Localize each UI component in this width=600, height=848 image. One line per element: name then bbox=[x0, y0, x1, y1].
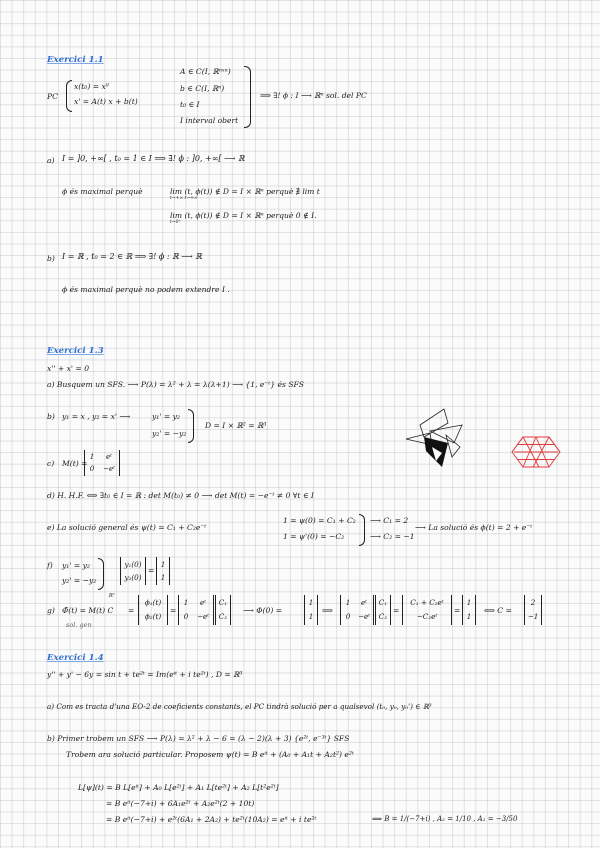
sum-2: −C₂eᵗ bbox=[416, 612, 438, 621]
result-c1: ⟶ C₁ = 2 bbox=[370, 516, 409, 525]
part-a-label: a) bbox=[47, 156, 55, 165]
operator-line-1: L[ψ](t) = B L[eⁱᵗ] + A₀ L[e²ᵗ] + A₁ L[te²ᵗ] + A₂ L[t²e²ᵗ] bbox=[78, 783, 279, 792]
system-b-brace bbox=[188, 409, 194, 443]
domain-1-3: D = I × ℝ² = ℝ³ bbox=[205, 421, 267, 430]
part-d-1-3: d) H. H.F. ⟺ ∃t₀ ∈ I = ℝ : det M(t₀) ≠ 0 ⟶ det M(t) = −e⁻ᵗ ≠ 0 ∀t ∈ I bbox=[47, 491, 314, 500]
equation-1-3: x'' + x' = 0 bbox=[47, 364, 90, 373]
limit-1: lim (t, ϕ(t)) ∉ D = I × ℝⁿ perquè ∄ lim t bbox=[170, 187, 320, 196]
sol-gen-note: sol. gen bbox=[66, 621, 92, 629]
equals-g2: = bbox=[170, 606, 177, 615]
conclusion-1-1: ⟹ ∃! ϕ : I ⟶ ℝⁿ sol. del PC bbox=[260, 91, 367, 100]
implies-g: ⟹ bbox=[322, 606, 333, 615]
limit-2: lim (t, ϕ(t)) ∉ D = I × ℝⁿ perquè 0 ∉ I. bbox=[170, 211, 317, 220]
c-result-2: −1 bbox=[527, 612, 539, 621]
condition-2: b ∈ C(I, ℝⁿ) bbox=[180, 84, 225, 93]
maximal-reason-b: ϕ és maximal perquè no podem extendre I . bbox=[62, 285, 230, 294]
part-c-label: c) bbox=[47, 459, 55, 468]
operator-line-2: = B eⁱᵗ(−7+i) + 6A₁e²ᵗ + A₂e²ᵗ(2 + 10t) bbox=[106, 799, 255, 808]
ones-vector-g bbox=[304, 595, 318, 625]
limit-1-subscript: t→+∞ t→+∞ bbox=[170, 196, 198, 201]
condition-e-2: 1 = ψ'(0) = −C₂ bbox=[283, 532, 345, 541]
m0-matrix bbox=[340, 595, 374, 625]
part-e-general-solution: e) La solució general és ψ(t) = C₁ + C₂e⁻ᵗ bbox=[47, 523, 207, 532]
part-f-label: f) bbox=[47, 561, 53, 570]
g-one-2: 1 bbox=[308, 612, 314, 621]
one-1: 1 bbox=[160, 560, 166, 569]
g2-one-1: 1 bbox=[466, 598, 472, 607]
system-line-1: x(t₀) = x⁰ bbox=[74, 82, 109, 91]
m0-21: 0 bbox=[345, 612, 351, 621]
m12: eᵗ bbox=[105, 452, 113, 461]
c-vector bbox=[215, 595, 231, 625]
m0-11: 1 bbox=[345, 598, 351, 607]
m21: 0 bbox=[89, 464, 95, 473]
initial-y2: y₂(0) bbox=[124, 573, 142, 582]
part-a-1-3: a) Busquem un SFS. ⟶ P(λ) = λ² + λ = λ(λ+1) ⟶ {1, e⁻ᵗ} és SFS bbox=[47, 380, 304, 389]
pc-label: PC bbox=[47, 92, 58, 101]
gm22: −eᵗ bbox=[196, 612, 210, 621]
c-result-1: 2 bbox=[530, 598, 536, 607]
exercise-1-4-title: Exercici 1.4 bbox=[47, 653, 104, 663]
part-b-1-4-sfs: b) Primer trobem un SFS ⟶ P(λ) = λ² + λ − 6 = (λ − 2)(λ + 3) {e²ᵗ, e⁻³ᵗ} SFS bbox=[47, 734, 350, 743]
system-b-1: y₁' = y₂ bbox=[152, 412, 180, 421]
c-result-vector bbox=[524, 595, 542, 625]
equals-f: = bbox=[148, 566, 155, 575]
equals-g3: = bbox=[393, 606, 400, 615]
part-b-1-3-label: b) bbox=[47, 412, 55, 421]
general-matrix-solution: Φ̃(t) = M(t) C bbox=[62, 606, 114, 615]
gm12: eᵗ bbox=[199, 598, 207, 607]
equation-1-4: y'' + y' − 6y = sin t + te²ᵗ = Im(eⁱᵗ + i te²ᵗ) , D = ℝ³ bbox=[47, 670, 243, 679]
phi-at-zero: ⟶ Φ(0) = bbox=[243, 606, 283, 615]
system-f-brace bbox=[98, 558, 104, 590]
condition-e-brace bbox=[359, 514, 365, 546]
system-line-2: x' = A(t) x + b(t) bbox=[74, 97, 138, 106]
gm21: 0 bbox=[183, 612, 189, 621]
c-vector-2 bbox=[375, 595, 391, 625]
c1b: C₁ bbox=[378, 598, 388, 607]
c1: C₁ bbox=[218, 598, 228, 607]
gm11: 1 bbox=[183, 598, 189, 607]
system-f-2: y₂' = −y₂ bbox=[62, 576, 97, 585]
exercise-1-1-title: Exercici 1.1 bbox=[47, 55, 104, 65]
coefficients-result: ⟹ B = 1/(−7+i) , A₂ = 1/10 , A₁ = −3/50 bbox=[372, 815, 518, 823]
limit-2-subscript: t→0⁺ bbox=[170, 220, 181, 225]
result-c2: ⟶ C₂ = −1 bbox=[370, 532, 415, 541]
geometric-figure-drawing bbox=[402, 403, 470, 471]
condition-3: t₀ ∈ I bbox=[180, 100, 200, 109]
condition-e-1: 1 = ψ(0) = C₁ + C₂ bbox=[283, 516, 356, 525]
phi-2: ϕ₂(t) bbox=[144, 612, 162, 621]
left-brace bbox=[66, 80, 72, 112]
substitution: y₁ = x , y₂ = x' ⟶ bbox=[62, 412, 131, 421]
sum-1: C₁ + C₂eᵗ bbox=[410, 598, 444, 607]
part-b-line: I = ℝ , t₀ = 2 ∈ ℝ ⟹ ∃! ϕ : ℝ ⟶ ℝ bbox=[62, 252, 202, 261]
phi-1: ϕ₁(t) bbox=[144, 598, 162, 607]
initial-y1: y₁(0) bbox=[124, 560, 142, 569]
m0-22: −eᵗ bbox=[357, 612, 371, 621]
part-a-1-4: a) Com es tracta d'una EO-2 de coeficients constants, el PC tindrà solució per a qualsevol (t₀, y₀, y₀') ∈ ℝ³ bbox=[47, 702, 432, 711]
part-a-line: I = ]0, +∞[ , t₀ = 1 ∈ I ⟹ ∃! ϕ : ]0, +∞[ ⟶ ℝ bbox=[62, 154, 245, 163]
part-b-1-4-particular: Trobem ara solució particular. Proposem ψ(t) = B eⁱᵗ + (A₀ + A₁t + A₂t²) e²ᵗ bbox=[66, 750, 354, 759]
r2-note: ℝ² bbox=[108, 593, 115, 599]
equals-g4: = bbox=[454, 606, 461, 615]
m22: −eᵗ bbox=[102, 464, 116, 473]
ones-vector-g2 bbox=[462, 595, 476, 625]
c2: C₂ bbox=[218, 612, 228, 621]
matrix-m-label: M(t) = bbox=[62, 459, 88, 468]
condition-4: I interval obert bbox=[180, 116, 239, 125]
c2b: C₂ bbox=[378, 612, 388, 621]
vector-ones bbox=[156, 557, 170, 585]
vector-initial bbox=[120, 557, 146, 585]
final-solution-e: ⟶ La solució és ϕ(t) = 2 + e⁻ᵗ bbox=[415, 523, 533, 532]
phi-vector bbox=[138, 595, 168, 625]
one-2: 1 bbox=[160, 573, 166, 582]
part-g-label: g) bbox=[47, 606, 55, 615]
c-result-label: ⟺ C = bbox=[484, 606, 512, 615]
condition-1: A ∈ C(I, ℝⁿˣⁿ) bbox=[180, 67, 231, 76]
right-brace bbox=[244, 66, 251, 128]
m0-12: eᵗ bbox=[360, 598, 368, 607]
exercise-1-3-title: Exercici 1.3 bbox=[47, 346, 104, 356]
matrix-m bbox=[84, 450, 120, 476]
system-b-2: y₂' = −y₂ bbox=[152, 429, 187, 438]
system-f-1: y₁' = y₂ bbox=[62, 561, 90, 570]
sum-vector bbox=[402, 595, 452, 625]
matrix-m-g bbox=[178, 595, 214, 625]
g2-one-2: 1 bbox=[466, 612, 472, 621]
operator-line-3: = B eⁱᵗ(−7+i) + e²ᵗ(6A₁ + 2A₂) + te²ᵗ(10A₂) = eⁱᵗ + i te²ᵗ bbox=[106, 815, 317, 824]
red-hexagon-grid-drawing bbox=[511, 436, 561, 468]
m11: 1 bbox=[89, 452, 95, 461]
g-one-1: 1 bbox=[308, 598, 314, 607]
part-b-label: b) bbox=[47, 254, 55, 263]
maximal-reason-a: ϕ és maximal perquè bbox=[62, 187, 143, 196]
equals-g: = bbox=[128, 606, 135, 615]
